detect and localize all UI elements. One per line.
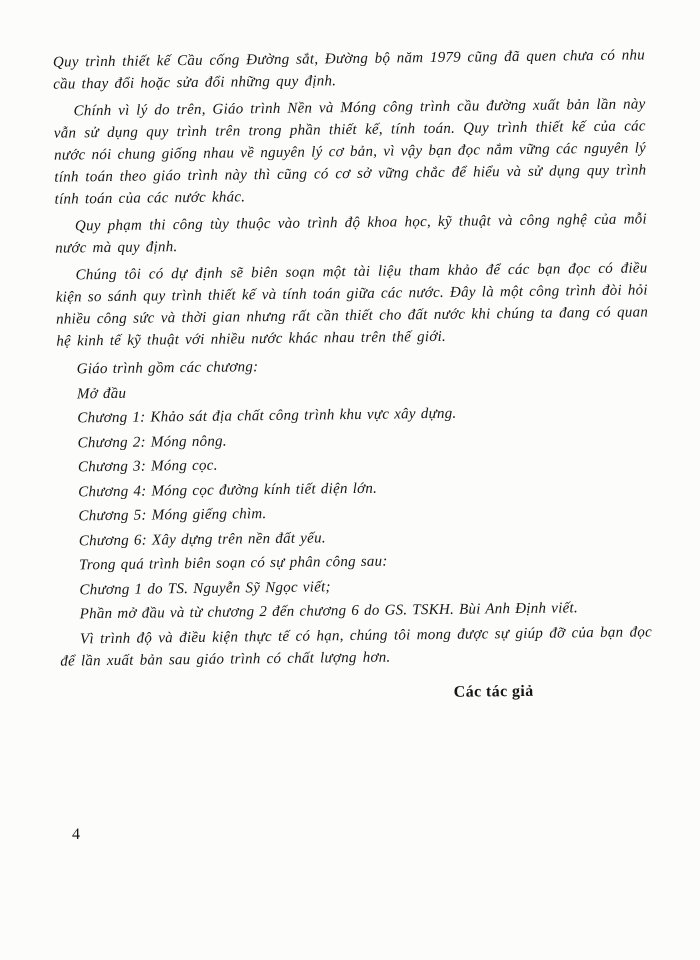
paragraph-2: Chính vì lý do trên, Giáo trình Nền và Móng công trình cầu đường xuất bản lần này vẫn sử dụng quy trình trên trong phần thiết kế, tính toán. Quy trình thiết kế của các nước nói chung giống nhau về nguyên lý cơ bản, vì vậy bạn đọc nắm vững các nguyên lý tính toán theo giáo trình này thì cũng có cơ sở vững chắc để hiểu và sử dụng quy trình tính toán của các nước khác. — [53, 96, 647, 208]
list-line-chapter-4: Chương 4: Móng cọc đường kính tiết diện lớn. — [78, 480, 378, 500]
closing-paragraph: Vì trình độ và điều kiện thực tế có hạn, chúng tôi mong được sự giúp đỡ của bạn đọc để lần xuất bản sau giáo trình có chất lượng hơn. — [60, 623, 653, 670]
list-line-chapter-1: Chương 1: Khảo sát địa chất công trình khu vực xây dựng. — [77, 405, 457, 427]
list-line-intro-chapter: Mở đầu — [76, 385, 127, 402]
list-line-credit-chapter-1: Chương 1 do TS. Nguyễn Sỹ Ngọc viết; — [79, 578, 331, 598]
list-line-chapter-2: Chương 2: Móng nông. — [77, 433, 227, 451]
list-line-chapter-5: Chương 5: Móng giếng chìm. — [78, 506, 267, 525]
list-line-intro: Giáo trình gồm các chương: — [76, 359, 259, 378]
paragraph-1: Quy trình thiết kế Cầu cống Đường sắt, Đường bộ năm 1979 cũng đã quen chưa có nhu cầu thay đổi hoặc sửa đổi những quy định. — [52, 47, 646, 93]
authors-signature: Các tác giả — [453, 682, 534, 701]
list-line-chapter-3: Chương 3: Móng cọc. — [77, 457, 218, 476]
list-line-chapter-6: Chương 6: Xây dựng trên nền đất yếu. — [78, 529, 326, 549]
chapter-list — [57, 350, 652, 627]
page-content — [53, 44, 653, 706]
list-line-credits-intro: Trong quá trình biên soạn có sự phân công sau: — [79, 553, 388, 574]
paragraph-3: Quy phạm thi công tùy thuộc vào trình độ khoa học, kỹ thuật và công nghệ của mỗi nước mà quy định. — [55, 211, 648, 257]
list-line-credit-chapters-2-6: Phần mở đầu và từ chương 2 đến chương 6 do GS. TSKH. Bùi Anh Định viết. — [79, 600, 579, 623]
paragraph-4: Chúng tôi có dự định sẽ biên soạn một tài liệu tham khảo để các bạn đọc có điều kiện so sánh quy trình thiết kế và tính toán giữa các nước. Đây là một công trình đòi hỏi nhiều công sức và thời gian nhưng rất cần thiết cho đất nước khi chúng ta đang có quan hệ kinh tế kỹ thuật với nhiều nước khác nhau trên thế giới. — [55, 260, 649, 350]
page-number: 4 — [72, 826, 80, 843]
